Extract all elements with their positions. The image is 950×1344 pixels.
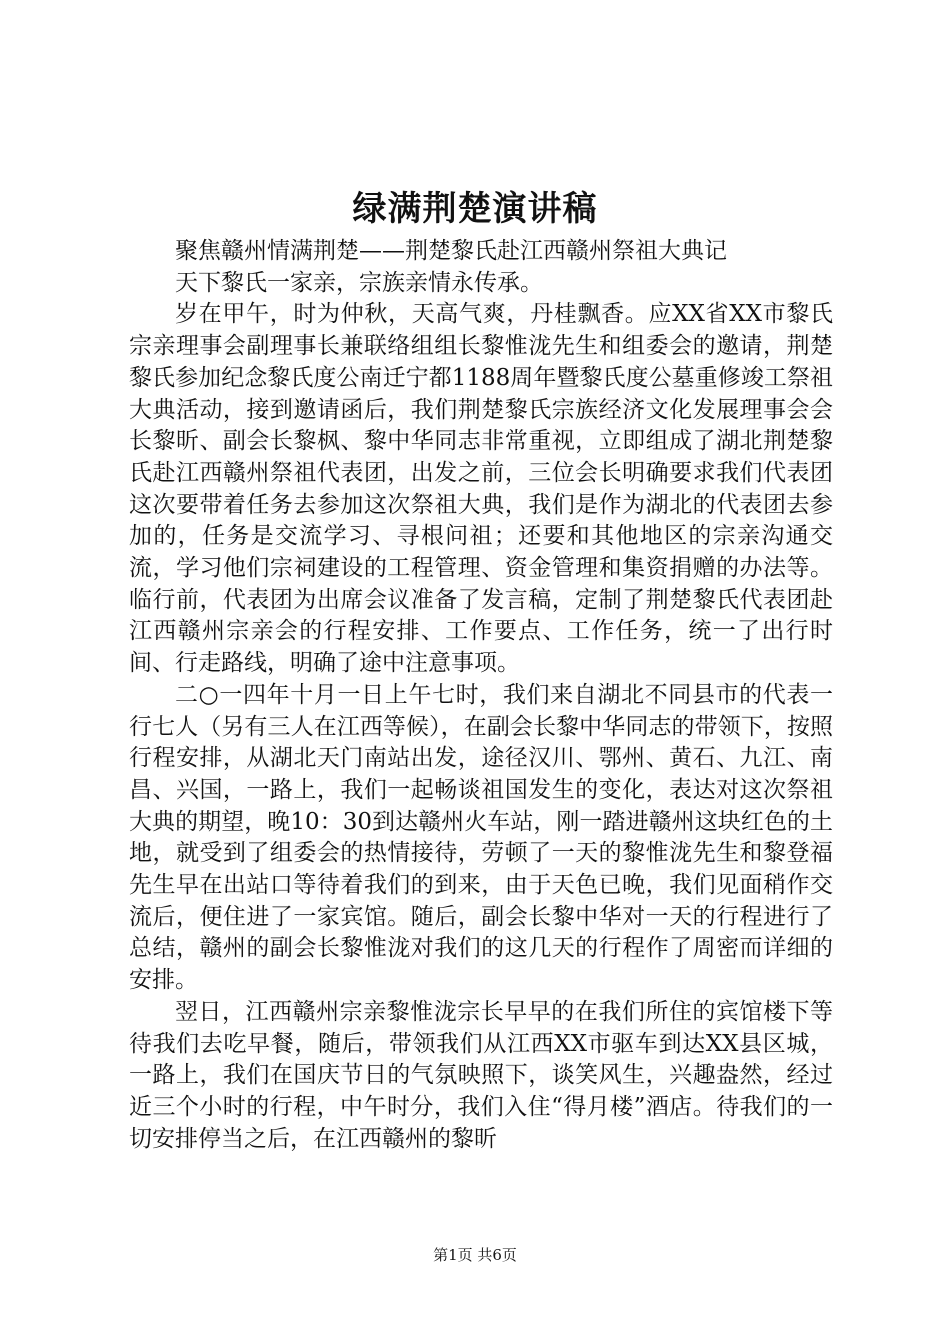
page-footer: 第1页 共6页 <box>433 1246 517 1264</box>
body-paragraph: 翌日，江西赣州宗亲黎惟泷宗长早早的在我们所住的宾馆楼下等待我们去吃早餐，随后，带领我们从江西XX市驱车到达XX县区城，一路上，我们在国庆节日的气氛映照下，谈笑风生，兴趣盎然，经过近三个小时的行程，中午时分，我们入住“得月楼”酒店。待我们的一切安排停当之后，在江西赣州的黎昕 <box>129 998 833 1152</box>
document-title: 绿满荆楚演讲稿 <box>352 189 598 229</box>
body-paragraph: 二○一四年十月一日上午七时，我们来自湖北不同县市的代表一行七人（另有三人在江西等候），在副会长黎中华同志的带领下，按照行程安排，从湖北天门南站出发，途径汉川、鄂州、黄石、九江、南昌、兴国，一路上，我们一起畅谈祖国发生的变化，表达对这次祭祖大典的期望，晚10：30到达赣州火车站，刚一踏进赣州这块红色的土地，就受到了组委会的热情接待，劳顿了一天的黎惟泷先生和黎登福先生早在出站口等待着我们的到来，由于天色已晚，我们见面稍作交流后，便住进了一家宾馆。随后，副会长黎中华对一天的行程进行了总结，赣州的副会长黎惟泷对我们的这几天的行程作了周密而详细的安排。 <box>129 681 833 994</box>
subtitle-paragraph: 聚焦赣州情满荆楚——荆楚黎氏赴江西赣州祭祖大典记 <box>175 238 727 264</box>
document-body <box>129 236 833 1155</box>
motto-paragraph: 天下黎氏一家亲，宗族亲情永传承。 <box>175 269 543 296</box>
body-paragraph: 岁在甲午，时为仲秋，天高气爽，丹桂飘香。应XX省XX市黎氏宗亲理事会副理事长兼联络组组长黎惟泷先生和组委会的邀请，荆楚黎氏参加纪念黎氏度公南迁宁都1188周年暨黎氏度公墓重修竣工祭祖大典活动，接到邀请函后，我们荆楚黎氏宗族经济文化发展理事会会长黎昕、副会长黎枫、黎中华同志非常重视，立即组成了湖北荆楚黎氏赴江西赣州祭祖代表团，出发之前，三位会长明确要求我们代表团这次要带着任务去参加这次祭祖大典，我们是作为湖北的代表团去参加的，任务是交流学习、寻根问祖；还要和其他地区的宗亲沟通交流，学习他们宗祠建设的工程管理、资金管理和集资捐赠的办法等。临行前，代表团为出席会议准备了发言稿，定制了荆楚黎氏代表团赴江西赣州宗亲会的行程安排、工作要点、工作任务，统一了出行时间、行走路线，明确了途中注意事项。 <box>129 301 833 677</box>
